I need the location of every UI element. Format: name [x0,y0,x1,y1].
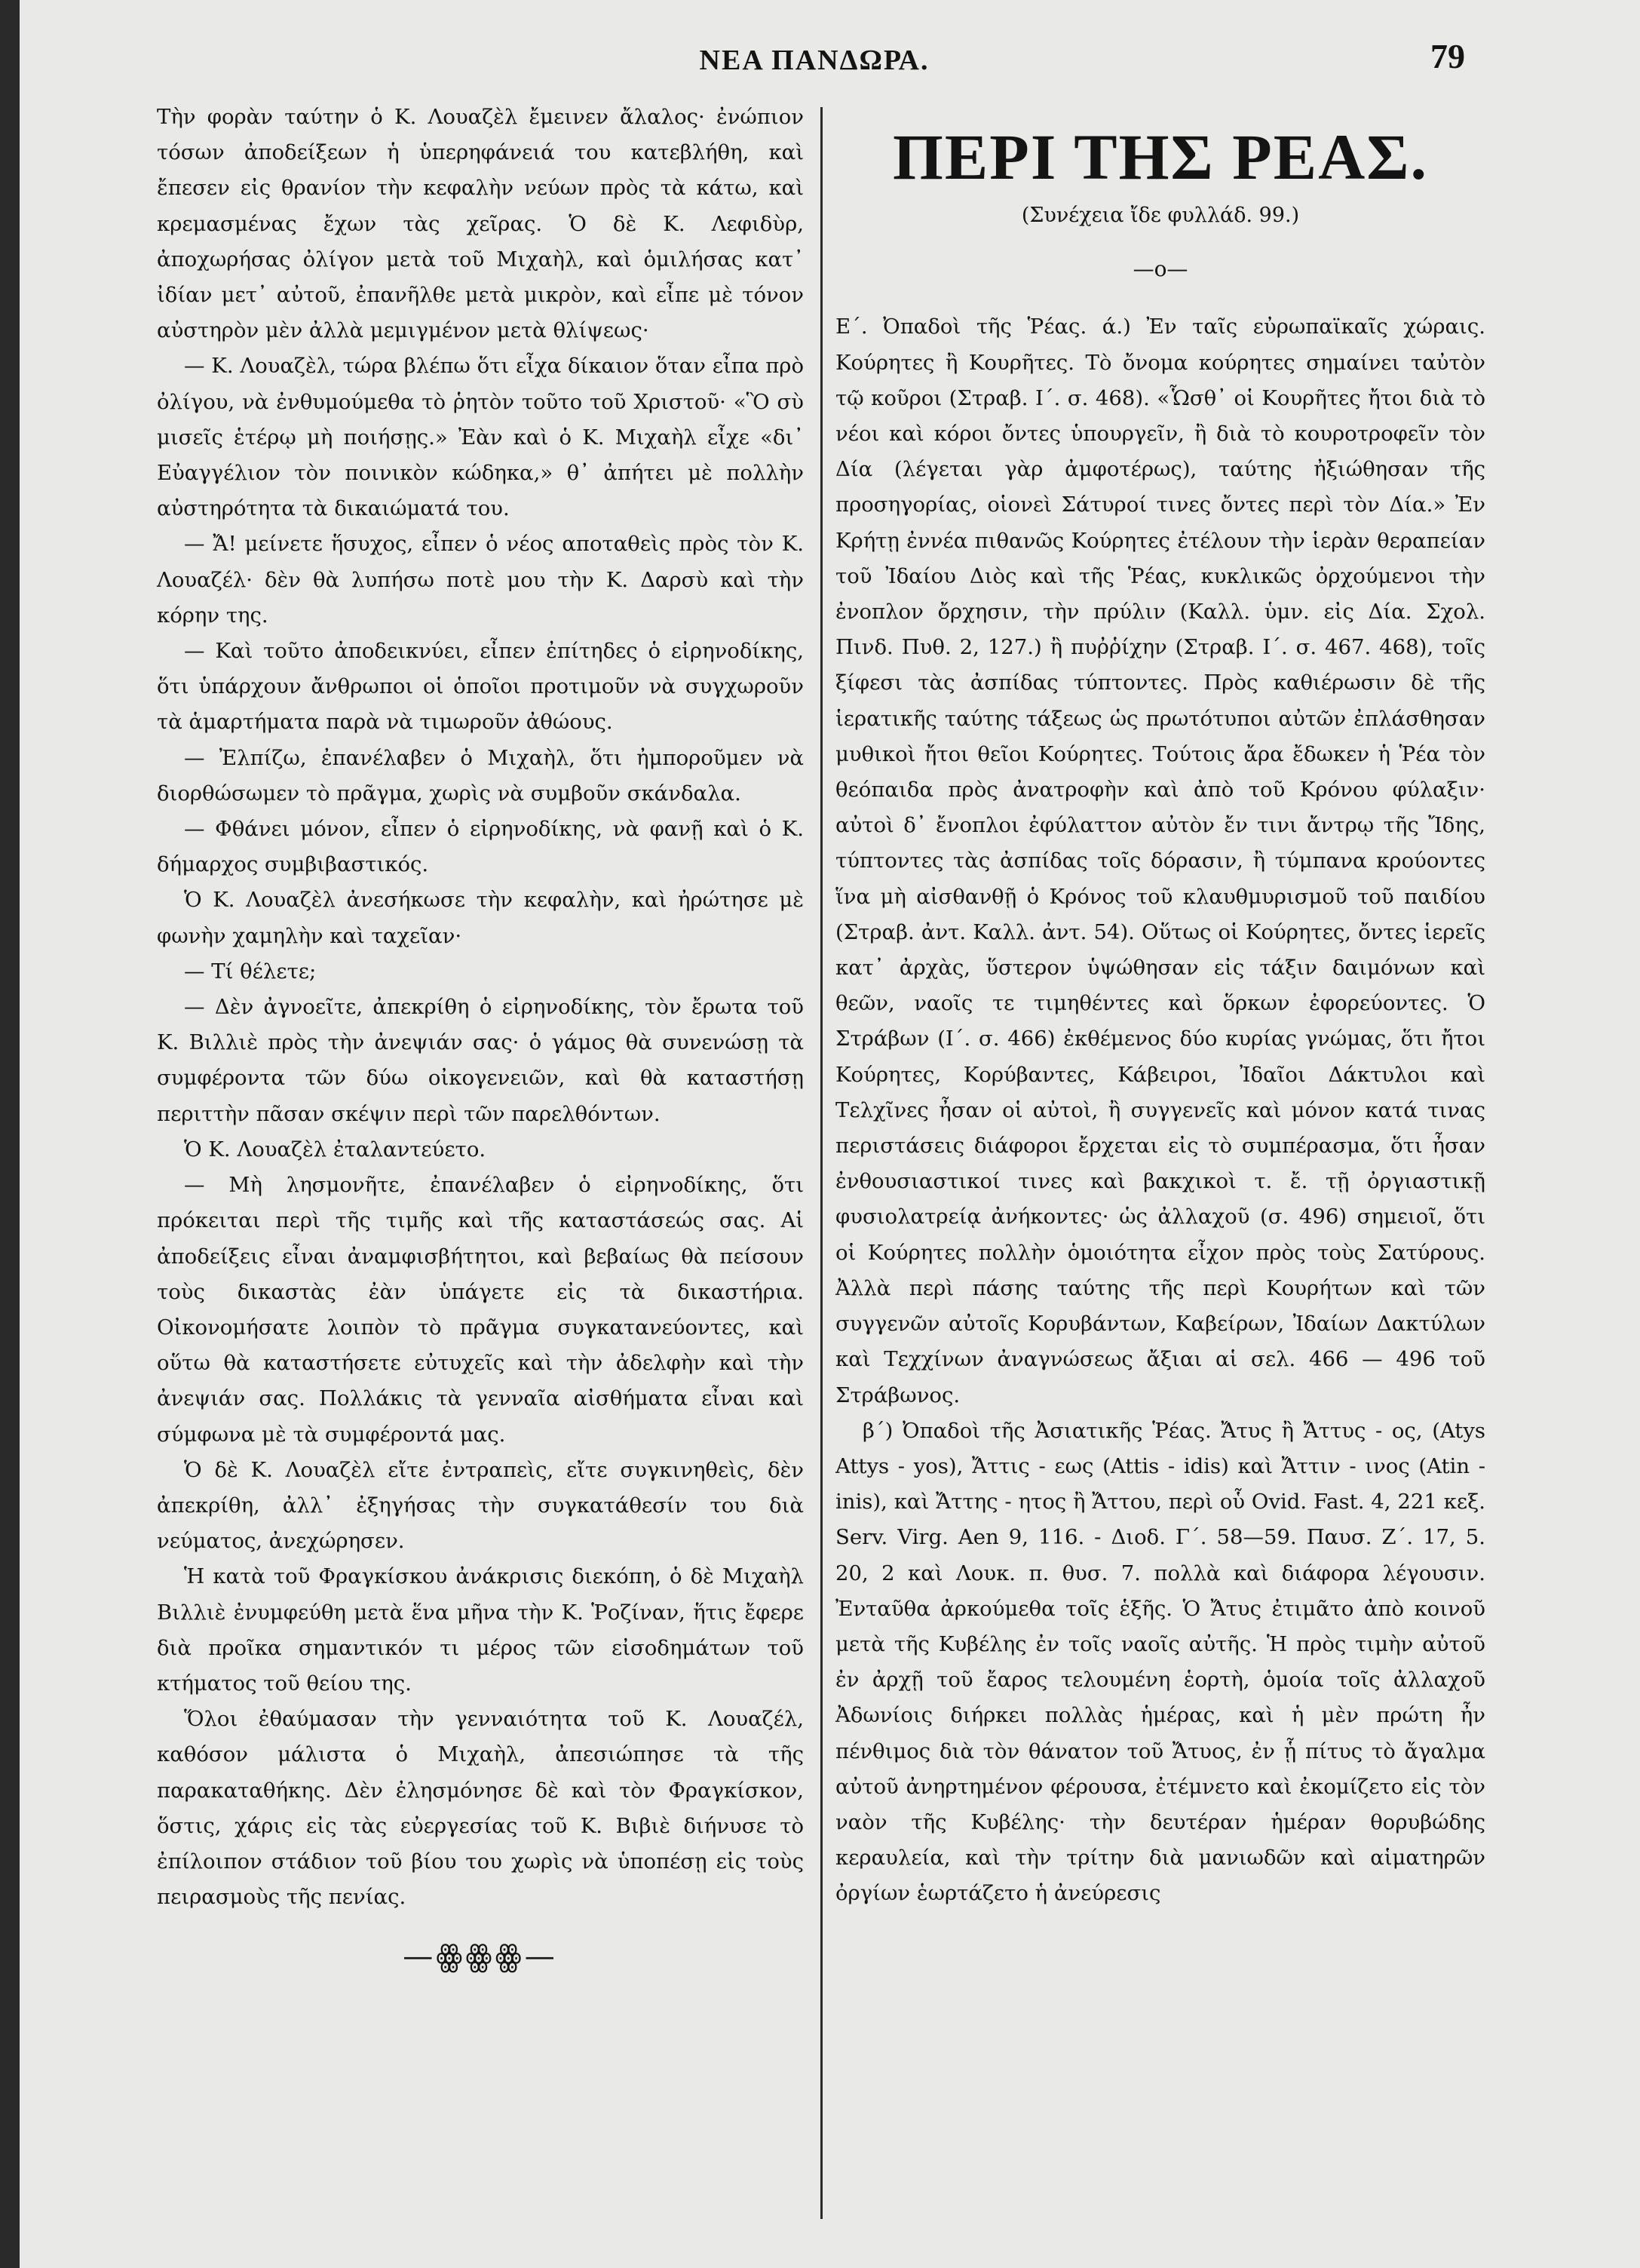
paragraph: — Ἄ! μείνετε ἥσυχος, εἶπεν ὁ νέος αποταθεὶς πρὸς τὸν Κ. Λουαζέλ· δὲν θὰ λυπήσω ποτὲ μου τὴν Κ. Δαρσὺ καὶ τὴν κόρην της. [157,532,804,628]
paragraph: — Μὴ λησμονῆτε, ἐπανέλαβεν ὁ εἰρηνοδίκης, ὅτι πρόκειται περὶ τῆς τιμῆς καὶ τῆς καταστάσεώς σας. Αἱ ἀποδείξεις εἶναι ἀναμφισβήτητοι, καὶ βεβαίως θὰ πείσουν τοὺς δικαστὰς ἐὰν ὑπάγετε εἰς τὰ δικαστήρια. Οἰκονομήσατε λοιπὸν τὸ πρᾶγμα συγκατανεύοντες, καὶ οὕτω θὰ καταστήσετε εὐτυχεῖς καὶ τὴν ἀδελφὴν καὶ τὴν ἀνεψιάν σας. Πολλάκις τὰ γενναῖα αἰσθήματα εἶναι καὶ σύμφωνα μὲ τὰ συμφέροντά μας. [157,1173,804,1447]
scan-binding-edge [0,0,20,2268]
continuation-note: (Συνέχεια ἴδε φυλλάδ. 99.) [1021,204,1300,227]
paragraph: Ὁ Κ. Λουαζὲλ ἀνεσήκωσε τὴν κεφαλὴν, καὶ ἠρώτησε μὲ φωνὴν χαμηλὴν καὶ ταχεῖαν· [157,888,804,948]
page-number: 79 [1430,37,1465,75]
paragraph: — Τί θέλετε; [184,959,317,984]
end-ornament: —ꙮꙮꙮ— [403,1939,558,1975]
article-title: ΠΕΡΙ ΤΗΣ ΡΕΑΣ. [893,121,1428,193]
paragraph: — Κ. Λουαζὲλ, τώρα βλέπω ὅτι εἶχα δίκαιον ὅταν εἶπα πρὸ ὀλίγου, νὰ ἐνθυμούμεθα τὸ ῥητὸν τοῦτο τοῦ Χριστοῦ· «Ὃ σὺ μισεῖς ἑτέρῳ μὴ ποιήσῃς.» Ἐὰν καὶ ὁ Κ. Μιχαὴλ εἶχε «δι᾽ Εὐαγγέλιον τὸν ποινικὸν κώδηκα,» θ᾽ ἀπήτει μὲ πολλὴν αὐστηρότητα τὰ δικαιώματά του. [157,354,804,521]
paragraph: — Καὶ τοῦτο ἀποδεικνύει, εἶπεν ἐπίτηδες ὁ εἰρηνοδίκης, ὅτι ὑπάρχουν ἄνθρωποι οἱ ὁποῖοι προτιμοῦν νὰ συγχωροῦν τὰ ἁμαρτήματα παρὰ νὰ τιμωροῦν ἀθώους. [157,639,804,735]
paragraph: — Φθάνει μόνον, εἶπεν ὁ εἰρηνοδίκης, νὰ φανῇ καὶ ὁ Κ. δήμαρχος συμβιβαστικός. [157,817,804,877]
column-divider [820,107,823,2219]
paragraph: β΄) Ὀπαδοὶ τῆς Ἀσιατικῆς Ῥέας. Ἄτυς ἢ Ἄττυς - ος, (Atys Attys - yos), Ἄττις - εως (Attis - idis) καὶ Ἄττιν - ινος (Atin - inis), καὶ Ἄττης - ητος ἢ Ἄττου, περὶ οὗ Ovid. Fast. 4, 221 κεξ. Serv. Virg. Aen 9, 116. - Διοδ. Γ΄. 58—59. Παυσ. Ζ΄. 17, 5. 20, 2 καὶ Λουκ. π. θυσ. 7. πολλὰ καὶ διάφορα λέγουσιν. Ἐνταῦθα ἀρκούμεθα τοῖς ἑξῆς. Ὁ Ἄτυς ἐτιμᾶτο ἀπὸ κοινοῦ μετὰ τῆς Κυβέλης ἐν τοῖς ναοῖς αὐτῆς. Ἡ πρὸς τιμὴν αὐτοῦ ἐν ἀρχῇ τοῦ ἔαρος τελουμένη ἑορτὴ, ὁμοία τοῖς ἀλλαχοῦ Ἀδωνίοις διήρκει πολλὰς ἡμέρας, καὶ ἡ μὲν πρώτη ἦν πένθιμος διὰ τὸν θάνατον τοῦ Ἄτυος, ἐν ᾗ πίτυς τὸ ἄγαλμα αὐτοῦ ἀνηρτημένον φέρουσα, ἐτέμνετο καὶ ἐκομίζετο εἰς τὸν ναὸν τῆς Κυβέλης· τὴν δευτέραν ἡμέραν θορυβώδης κεραυλεία, καὶ τὴν τρίτην διὰ μανιωδῶν καὶ αἱματηρῶν ὀργίων ἑωρτάζετο ἡ ἀνεύρεσις [835,1418,1485,1906]
paragraph: Ε΄. Ὀπαδοὶ τῆς Ῥέας. ά.) Ἐν ταῖς εὐρωπαϊκαῖς χώραις. Κούρητες ἢ Κουρῆτες. Τὸ ὄνομα κούρητες σημαίνει ταὐτὸν τῷ κοῦροι (Στραβ. Ι΄. σ. 468). «Ὧσθ᾽ οἱ Κουρῆτες ἤτοι διὰ τὸ νέοι καὶ κόροι ὄντες ὑπουργεῖν, ἢ διὰ τὸ κουροτροφεῖν τὸν Δία (λέγεται γὰρ ἀμφοτέρως), ταύτης ἠξιώθησαν τῆς προσηγορίας, οἱονεὶ Σάτυροί τινες ὄντες περὶ τὸν Δία.» Ἐν Κρήτῃ ἐννέα πιθανῶς Κούρητες ἐτέλουν τὴν ἱερὰν θεραπείαν τοῦ Ἰδαίου Διὸς καὶ τῆς Ῥέας, κυκλικῶς ὀρχούμενοι τὴν ἐνοπλον ὄρχησιν, τὴν πρύλιν (Καλλ. ὑμν. εἰς Δία. Σχολ. Πινδ. Πυθ. 2, 127.) ἢ πυῤῥίχην (Στραβ. Ι΄. σ. 467. 468), τοῖς ξίφεσι τὰς ἀσπίδας τύπτοντες. Πρὸς καθιέρωσιν δὲ τῆς ἱερατικῆς ταύτης τάξεως ὡς πρωτότυποι αὐτῶν ἐπλάσθησαν μυθικοὶ ἤτοι θεῖοι Κούρητες. Τούτοις ἄρα ἔδωκεν ἡ Ῥέα τὸν θεόπαιδα πρὸς ἀνατροφὴν καὶ ἀπὸ τοῦ Κρόνου φύλαξιν· αὐτοὶ δ᾽ ἔνοπλοι ἐφύλαττον αὐτὸν ἔν τινι ἄντρῳ τῆς Ἴδης, τύπτοντες τὰς ἀσπίδας τοῖς δόρασιν, ἢ τύμπανα κρούοντες ἵνα μὴ αἰσθανθῇ ὁ Κρόνος τοῦ κλαυθμυρισμοῦ τοῦ παιδίου (Στραβ. ἀντ. Καλλ. ἀντ. 54). Οὕτως οἱ Κούρητες, ὄντες ἱερεῖς κατ᾽ ἀρχὰς, ὕστερον ὑψώθησαν εἰς τάξιν δαιμόνων καὶ θεῶν, ναοῖς τε τιμηθέντες καὶ ὅρκων ἐφορεύοντες. Ὁ Στράβων (Ι΄. σ. 466) ἐκθέμενος δύο κυρίας γνώμας, ὅτι ἤτοι Κούρητες, Κορύβαντες, Κάβειροι, Ἰδαῖοι Δάκτυλοι καὶ Τελχῖνες ἦσαν οἱ αὐτοὶ, ἢ συγγενεῖς καὶ μόνον κατά τινας περιστάσεις διάφοροι ἔρχεται εἰς τὸ συμπέρασμα, ὅτι ἦσαν ἐνθουσιαστικοί τινες καὶ βακχικοὶ τ. ἔ. τῇ ὀργιαστικῇ φυσιολατρείᾳ ἀνήκοντες· ὡς ἀλλαχοῦ (σ. 496) σημειοῖ, ὅτι οἱ Κούρητες πολλὴν ὁμοιότητα εἶχον πρὸς τοὺς Σατύρους. Ἀλλὰ περὶ πάσης ταύτης τῆς περὶ Κουρήτων καὶ τῶν συγγενῶν αὐτοῖς Κορυβάντων, Καβείρων, Ἰδαίων Δακτύλων καὶ Τεχχίνων ἀναγνώσεως ἄξιαι αἱ σελ. 466 — 496 τοῦ Στράβωνος. [835,315,1485,1407]
section-separator: —ο— [1133,256,1188,282]
paragraph: Ὁ δὲ Κ. Λουαζὲλ εἴτε ἐντραπεὶς, εἴτε συγκινηθεὶς, δὲν ἀπεκρίθη, ἀλλ᾽ ἐξηγήσας τὴν συγκατάθεσίν του διὰ νεύματος, ἀνεχώρησεν. [157,1457,804,1554]
paragraph: Τὴν φορὰν ταύτην ὁ Κ. Λουαζὲλ ἔμεινεν ἄλαλος· ἐνώπιον τόσων ἀποδείξεων ἡ ὑπερηφάνειά του κατεβλήθη, καὶ ἔπεσεν εἰς θρανίον τὴν κεφαλὴν νεύων πρὸς τὰ κάτω, καὶ κρεμασμένας ἔχων τὰς χεῖρας. Ὁ δὲ Κ. Λεφιδὺρ, ἀποχωρήσας ὀλίγον μετὰ τοῦ Μιχαὴλ, καὶ ὁμιλήσας κατ᾽ ἰδίαν μετ᾽ αὐτοῦ, ἐπανῆλθε μετὰ μικρὸν, καὶ εἶπε μὲ τόνον αὐστηρὸν μὲν ἀλλὰ μεμιγμένον μετὰ θλίψεως· [157,105,804,343]
paragraph: Ὁ Κ. Λουαζὲλ ἐταλαντεύετο. [184,1137,486,1162]
running-title: ΝΕΑ ΠΑΝΔΩΡΑ. [699,45,930,76]
paragraph: Ἡ κατὰ τοῦ Φραγκίσκου ἀνάκρισις διεκόπη, ὁ δὲ Μιχαὴλ Βιλλιὲ ἐνυμφεύθη μετὰ ἕνα μῆνα τὴν Κ. Ῥοζίναν, ἥτις ἔφερε διὰ προῖκα σημαντικόν τι μέρος τῶν εἰσοδημάτων τοῦ κτήματος τοῦ θείου της. [157,1564,804,1696]
left-column [157,100,804,1976]
paragraph: Ὅλοι ἐθαύμασαν τὴν γενναιότητα τοῦ Κ. Λουαζέλ, καθόσον μάλιστα ὁ Μιχαὴλ, ἀπεσιώπησε τὰ τῆς παρακαταθήκης. Δὲν ἐλησμόνησε δὲ καὶ τὸν Φραγκίσκον, ὅστις, χάρις εἰς τὰς εὐεργεσίας τοῦ Κ. Βιβιὲ διήνυσε τὸ ἐπίλοιπον στάδιον τοῦ βίου του χωρὶς νὰ ὑποπέσῃ εἰς τοὺς πειρασμοὺς τῆς πενίας. [157,1707,804,1910]
paragraph: — Δὲν ἀγνοεῖτε, ἀπεκρίθη ὁ εἰρηνοδίκης, τὸν ἔρωτα τοῦ Κ. Βιλλιὲ πρὸς τὴν ἀνεψιάν σας· ὁ γάμος θὰ συνενώσῃ τὰ συμφέροντα τῶν δύω οἰκογενειῶν, καὶ θὰ καταστήσῃ περιττὴν πᾶσαν σκέψιν περὶ τῶν παρελθόντων. [157,995,804,1126]
paragraph: — Ἐλπίζω, ἐπανέλαβεν ὁ Μιχαὴλ, ὅτι ἠμποροῦμεν νὰ διορθώσωμεν τὸ πρᾶγμα, χωρὶς νὰ συμβοῦν σκάνδαλα. [157,745,804,806]
right-column [835,100,1485,1912]
